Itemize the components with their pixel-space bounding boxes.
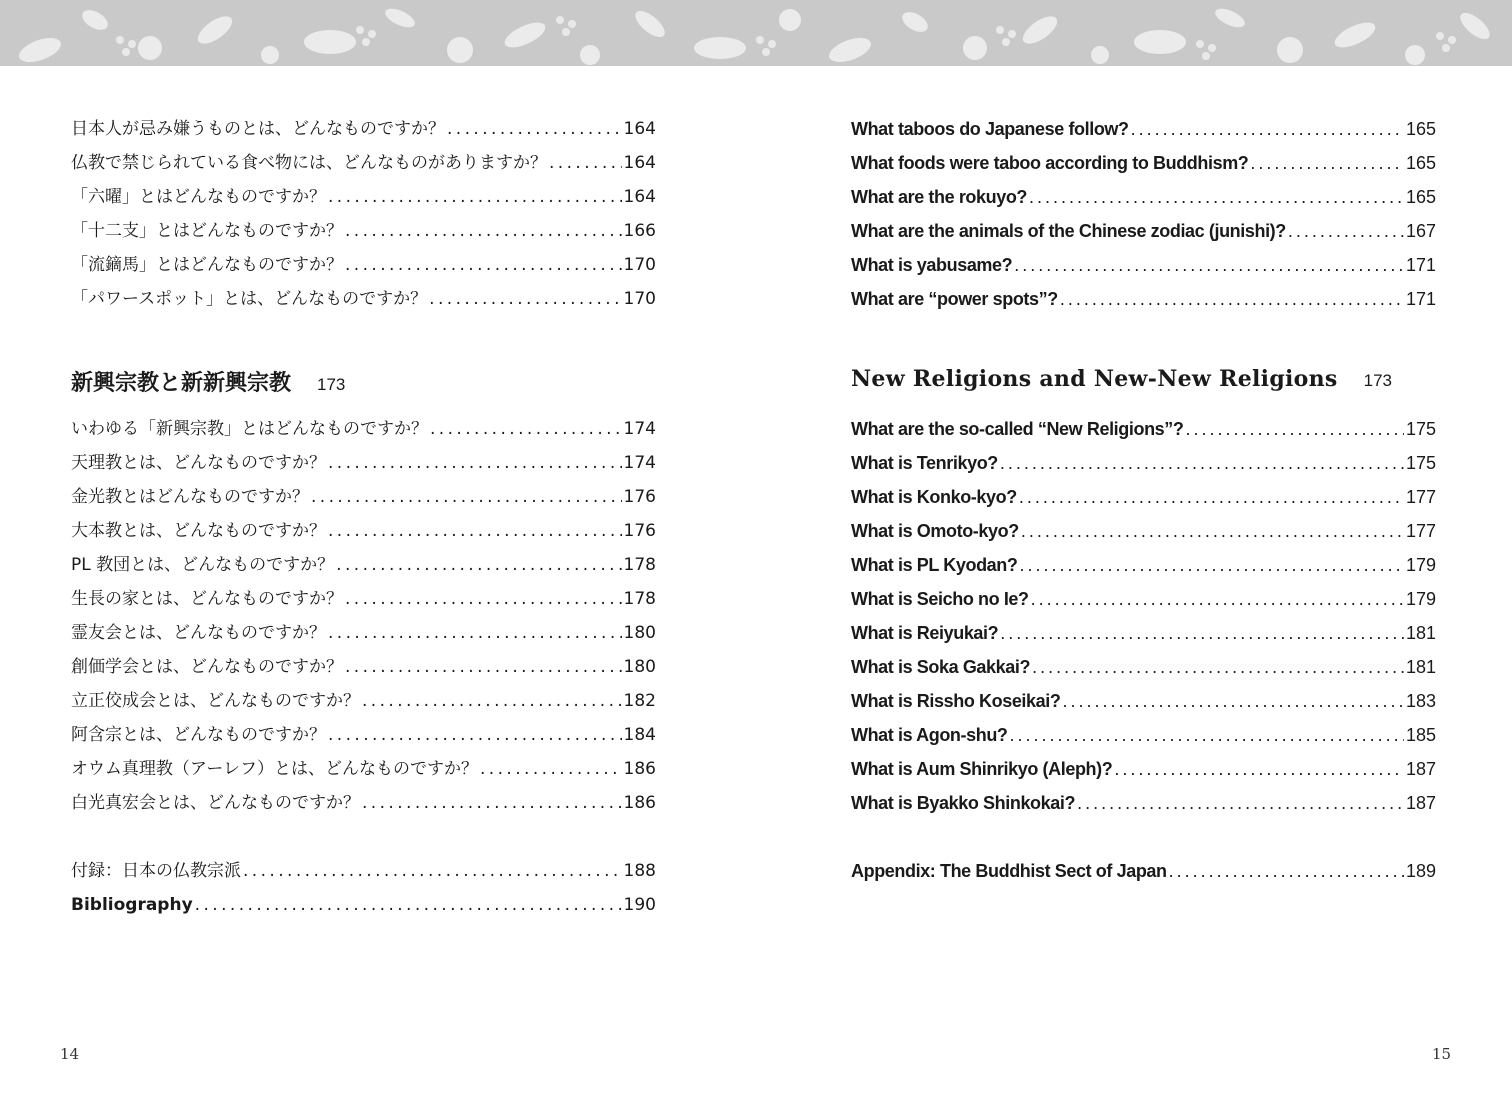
entry-title: What is Soka Gakkai?	[851, 657, 1031, 677]
entry-title: What are “power spots”?	[851, 289, 1058, 309]
toc-entry[interactable]	[71, 214, 656, 248]
entry-title: What is yabusame?	[851, 255, 1013, 275]
toc-entry[interactable]	[851, 180, 1436, 214]
toc-entry[interactable]	[851, 514, 1436, 548]
entry-title: What is Aum Shinrikyo (Aleph)?	[851, 759, 1113, 779]
entry-page: 175	[1405, 419, 1436, 439]
page-number-left: 14	[60, 1045, 80, 1063]
entry-title: What is Omoto-kyo?	[851, 521, 1019, 541]
toc-entry[interactable]	[71, 146, 656, 180]
leader-dots	[328, 718, 622, 752]
section-title: 新興宗教と新新興宗教	[71, 370, 292, 396]
spacer	[71, 820, 656, 854]
entry-title: 「流鏑馬」とはどんなものですか？	[71, 255, 343, 275]
entry-page: 174	[623, 419, 656, 439]
leader-dots	[447, 112, 622, 146]
entry-title: What is Agon-shu?	[851, 725, 1008, 745]
entry-title: What are the rokuyo?	[851, 187, 1028, 207]
entry-title: What are the animals of the Chinese zodiac (junishi)?	[851, 221, 1286, 241]
entry-title: 「パワースポット」とは、どんなものですか？	[71, 289, 428, 309]
toc-entry[interactable]	[851, 480, 1436, 514]
entry-title: PL 教団とは、どんなものですか？	[71, 555, 335, 575]
decorative-banner	[0, 0, 1512, 66]
toc-entry[interactable]	[851, 582, 1436, 616]
entry-page: 176	[623, 521, 656, 541]
leader-dots	[549, 146, 622, 180]
toc-entry[interactable]	[851, 616, 1436, 650]
toc-entry[interactable]	[71, 650, 656, 684]
entry-title: Bibliography	[71, 895, 193, 915]
section-page: 173	[1363, 371, 1392, 390]
entry-page: 178	[623, 589, 656, 609]
entry-title: Appendix: The Buddhist Sect of Japan	[851, 861, 1167, 881]
entry-page: 170	[623, 289, 656, 309]
leader-dots	[345, 582, 622, 616]
entry-page: 189	[1405, 861, 1436, 881]
entry-title: 「十二支」とはどんなものですか？	[71, 221, 343, 241]
leader-dots	[362, 684, 622, 718]
toc-group-1	[851, 112, 1436, 316]
entry-title: 白光真宏会とは、どんなものですか？	[71, 793, 360, 813]
toc-entry[interactable]	[71, 480, 656, 514]
entry-title: What taboos do Japanese follow?	[851, 119, 1129, 139]
toc-group-3	[71, 854, 656, 922]
leader-dots	[1029, 180, 1404, 214]
toc-entry[interactable]	[851, 650, 1436, 684]
toc-entry[interactable]	[71, 180, 656, 214]
entry-title: What is Tenrikyo?	[851, 453, 998, 473]
leader-dots	[328, 514, 622, 548]
toc-entry[interactable]	[71, 514, 656, 548]
entry-title: 霊友会とは、どんなものですか？	[71, 623, 326, 643]
toc-entry[interactable]	[851, 282, 1436, 316]
entry-page: 164	[623, 153, 656, 173]
entry-page: 179	[1405, 589, 1436, 609]
entry-title: What is Konko-kyo?	[851, 487, 1017, 507]
entry-page: 175	[1405, 453, 1436, 473]
entry-page: 164	[623, 187, 656, 207]
entry-title: What is Reiyukai?	[851, 623, 999, 643]
entry-page: 181	[1405, 623, 1436, 643]
leader-dots	[345, 248, 622, 282]
leader-dots	[1288, 214, 1404, 248]
entry-page: 187	[1405, 759, 1436, 779]
leader-dots	[1019, 548, 1403, 582]
toc-entry[interactable]	[851, 786, 1436, 820]
section-heading[interactable]	[851, 366, 1436, 406]
toc-entry[interactable]	[851, 854, 1436, 888]
toc-entry[interactable]	[851, 548, 1436, 582]
toc-entry[interactable]	[851, 248, 1436, 282]
toc-group-3	[851, 854, 1436, 888]
entry-page: 183	[1405, 691, 1436, 711]
leader-dots	[1021, 514, 1404, 548]
entry-page: 167	[1405, 221, 1436, 241]
leader-dots	[429, 282, 621, 316]
toc-group-2	[851, 412, 1436, 820]
toc-entry[interactable]	[71, 112, 656, 146]
toc-entry[interactable]	[71, 582, 656, 616]
toc-group-1	[71, 112, 656, 316]
entry-page: 187	[1405, 793, 1436, 813]
leader-dots	[311, 480, 622, 514]
toc-entry[interactable]	[851, 146, 1436, 180]
leader-dots	[1185, 412, 1403, 446]
entry-page: 176	[623, 487, 656, 507]
toc-entry[interactable]	[851, 446, 1436, 480]
section-heading[interactable]	[71, 366, 656, 406]
entry-page: 184	[623, 725, 656, 745]
toc-entry[interactable]	[851, 718, 1436, 752]
entry-page: 171	[1405, 255, 1436, 275]
entry-page: 190	[623, 895, 656, 915]
entry-title: 仏教で禁じられている食べ物には、どんなものがありますか？	[71, 153, 547, 173]
toc-entry[interactable]	[71, 786, 656, 820]
toc-entry[interactable]	[71, 446, 656, 480]
toc-entry[interactable]	[851, 412, 1436, 446]
toc-entry[interactable]	[71, 888, 656, 922]
leader-dots	[1114, 752, 1404, 786]
leader-dots	[1000, 616, 1404, 650]
toc-entry[interactable]	[851, 112, 1436, 146]
leader-dots	[1014, 248, 1404, 282]
toc-entry[interactable]	[71, 752, 656, 786]
toc-entry[interactable]	[71, 548, 656, 582]
entry-title: What are the so-called “New Religions”?	[851, 419, 1184, 439]
leader-dots	[1000, 446, 1404, 480]
toc-entry[interactable]	[851, 752, 1436, 786]
entry-page: 170	[623, 255, 656, 275]
toc-entry[interactable]	[71, 718, 656, 752]
entry-title: What foods were taboo according to Buddhism?	[851, 153, 1249, 173]
entry-title: 「六曜」とはどんなものですか？	[71, 187, 326, 207]
entry-page: 171	[1405, 289, 1436, 309]
toc-entry[interactable]	[71, 616, 656, 650]
entry-page: 165	[1405, 153, 1436, 173]
leader-dots	[1010, 718, 1404, 752]
leader-dots	[336, 548, 621, 582]
entry-title: オウム真理教（アーレフ）とは、どんなものですか？	[71, 759, 478, 779]
leader-dots	[328, 446, 622, 480]
entry-page: 181	[1405, 657, 1436, 677]
entry-page: 179	[1405, 555, 1436, 575]
page-number-right: 15	[1432, 1045, 1452, 1063]
entry-page: 186	[623, 759, 656, 779]
entry-page: 180	[623, 657, 656, 677]
entry-page: 174	[623, 453, 656, 473]
entry-title: 天理教とは、どんなものですか？	[71, 453, 326, 473]
entry-page: 180	[623, 623, 656, 643]
entry-title: 金光教とはどんなものですか？	[71, 487, 309, 507]
entry-title: 日本人が忌み嫌うものとは、どんなものですか？	[71, 119, 445, 139]
toc-entry[interactable]	[851, 214, 1436, 248]
section-page: 173	[317, 375, 346, 394]
entry-page: 185	[1405, 725, 1436, 745]
toc-entry[interactable]	[71, 412, 656, 446]
toc-entry[interactable]	[851, 684, 1436, 718]
toc-group-2	[71, 412, 656, 820]
leader-dots	[195, 888, 622, 922]
spacer	[851, 820, 1436, 854]
leader-dots	[328, 616, 622, 650]
leader-dots	[430, 412, 622, 446]
leader-dots	[345, 214, 622, 248]
leader-dots	[1062, 684, 1404, 718]
toc-entry[interactable]	[71, 684, 656, 718]
entry-title: What is Byakko Shinkokai?	[851, 793, 1076, 813]
leader-dots	[1250, 146, 1404, 180]
entry-title: 生長の家とは、どんなものですか？	[71, 589, 343, 609]
toc-entry[interactable]	[71, 854, 656, 888]
leader-dots	[1031, 582, 1404, 616]
toc-entry[interactable]	[71, 248, 656, 282]
entry-page: 165	[1405, 187, 1436, 207]
entry-title: 立正佼成会とは、どんなものですか？	[71, 691, 360, 711]
toc-entry[interactable]	[71, 282, 656, 316]
entry-page: 164	[623, 119, 656, 139]
entry-page: 177	[1405, 487, 1436, 507]
entry-title: What is Seicho no Ie?	[851, 589, 1029, 609]
entry-page: 165	[1405, 119, 1436, 139]
left-page	[71, 112, 656, 922]
entry-title: いわゆる「新興宗教」とはどんなものですか？	[71, 419, 428, 439]
entry-page: 182	[623, 691, 656, 711]
entry-title: 阿含宗とは、どんなものですか？	[71, 725, 326, 745]
leader-dots	[345, 650, 622, 684]
entry-page: 166	[623, 221, 656, 241]
leader-dots	[328, 180, 622, 214]
section-title: New Religions and New-New Religions	[851, 366, 1338, 392]
floral-pattern-icon	[0, 0, 1512, 66]
leader-dots	[362, 786, 622, 820]
leader-dots	[1032, 650, 1404, 684]
entry-page: 177	[1405, 521, 1436, 541]
leader-dots	[1131, 112, 1404, 146]
entry-page: 186	[623, 793, 656, 813]
entry-title: 大本教とは、どんなものですか？	[71, 521, 326, 541]
entry-title: What is Rissho Koseikai?	[851, 691, 1061, 711]
leader-dots	[480, 752, 622, 786]
leader-dots	[1077, 786, 1404, 820]
entry-page: 188	[623, 861, 656, 881]
right-page	[851, 112, 1436, 888]
leader-dots	[1060, 282, 1404, 316]
leader-dots	[1019, 480, 1404, 514]
entry-title: 創価学会とは、どんなものですか？	[71, 657, 343, 677]
leader-dots	[243, 854, 622, 888]
entry-title: What is PL Kyodan?	[851, 555, 1018, 575]
entry-page: 178	[623, 555, 656, 575]
entry-title: 付録：日本の仏教宗派	[71, 861, 241, 881]
leader-dots	[1169, 854, 1404, 888]
